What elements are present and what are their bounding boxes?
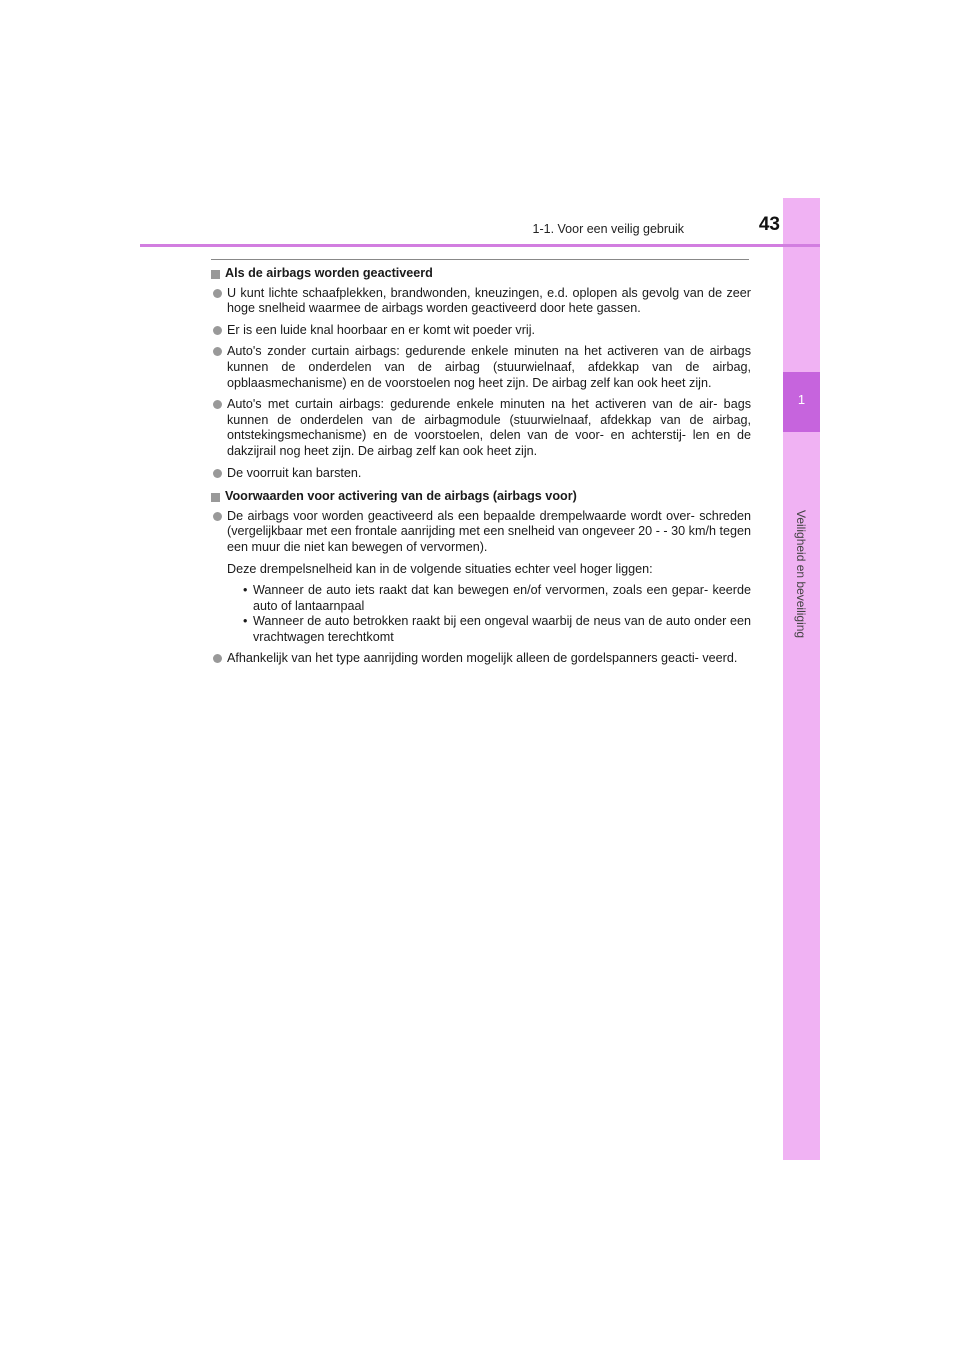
round-bullet-icon — [213, 326, 222, 335]
content-divider — [211, 259, 749, 260]
square-bullet-icon — [211, 270, 220, 279]
header-rule — [140, 244, 820, 247]
list-item: Er is een luide knal hoorbaar en er komt wit poeder vrij. — [211, 323, 751, 339]
section-heading: Voorwaarden voor activering van de airbags (airbags voor) — [211, 489, 751, 505]
round-bullet-icon — [213, 654, 222, 663]
page-number: 43 — [758, 214, 780, 235]
round-bullet-icon — [213, 400, 222, 409]
list-item: U kunt lichte schaafplekken, brandwonden, kneuzingen, e.d. oplopen als gevolg van de zeer hoge snelheid waarmee de airbags worden geactiveerd door hete gassen. — [211, 286, 751, 317]
list-item: De voorruit kan barsten. — [211, 466, 751, 482]
round-bullet-icon — [213, 347, 222, 356]
round-bullet-icon — [213, 289, 222, 298]
page-content — [211, 266, 751, 673]
section-heading: Als de airbags worden geactiveerd — [211, 266, 751, 282]
list-item: Afhankelijk van het type aanrijding worden mogelijk alleen de gordelspanners geacti- veerd. — [211, 651, 751, 667]
chapter-number: 1 — [797, 392, 806, 407]
round-bullet-icon — [213, 512, 222, 521]
dot-marker-icon: • — [243, 583, 248, 598]
square-bullet-icon — [211, 493, 220, 502]
sub-list-item: • Wanneer de auto iets raakt dat kan bewegen en/of vervormen, zoals een gepar- keerde auto of lantaarnpaal — [243, 583, 751, 613]
paragraph: Deze drempelsnelheid kan in de volgende situaties echter veel hoger liggen: — [227, 561, 653, 576]
dot-marker-icon: • — [243, 614, 248, 629]
list-item: Auto's met curtain airbags: gedurende enkele minuten na het activeren van de air- bags kunnen de onderdelen van de airbagmodule (stuurwielnaaf, afdekkap van de airbag, ontstekingsmechanisme) en de voorstoelen, delen van de voor- en achterstij- len en de dakzijrail nog heet zijn. De airbag zelf kan ook heet zijn. — [211, 397, 751, 459]
chapter-title: Veiligheid en beveiliging — [794, 510, 808, 639]
list-item: De airbags voor worden geactiveerd als een bepaalde drempelwaarde wordt over- schreden (vergelijkbaar met een frontale aanrijding met een snelheid van ongeveer 20 - - 30 km/h tegen een muur die niet kan bewegen of vervormen). Deze drempelsnelheid kan in de volgende situaties echter veel hoger liggen: • Wanneer de auto iets raakt dat kan bewegen en/of vervormen, zoals een gepar- keerde auto of lantaarnpaal • Wanneer de auto betrokken raakt bij een ongeval waarbij de neus van de auto onder een vrachtwagen terechtkomt — [211, 509, 751, 646]
header-section-title: 1-1. Voor een veilig gebruik — [532, 222, 684, 236]
sub-list-item: • Wanneer de auto betrokken raakt bij een ongeval waarbij de neus van de auto onder een vrachtwagen terechtkomt — [243, 614, 751, 644]
round-bullet-icon — [213, 469, 222, 478]
list-item: Auto's zonder curtain airbags: gedurende enkele minuten na het activeren van de airbags kunnen de onderdelen van de airbag (stuurwielnaaf, afdekkap van de airbag, opblaasmechanisme) en de voorstoelen nog heet zijn. De airbag zelf kan ook heet zijn. — [211, 344, 751, 391]
